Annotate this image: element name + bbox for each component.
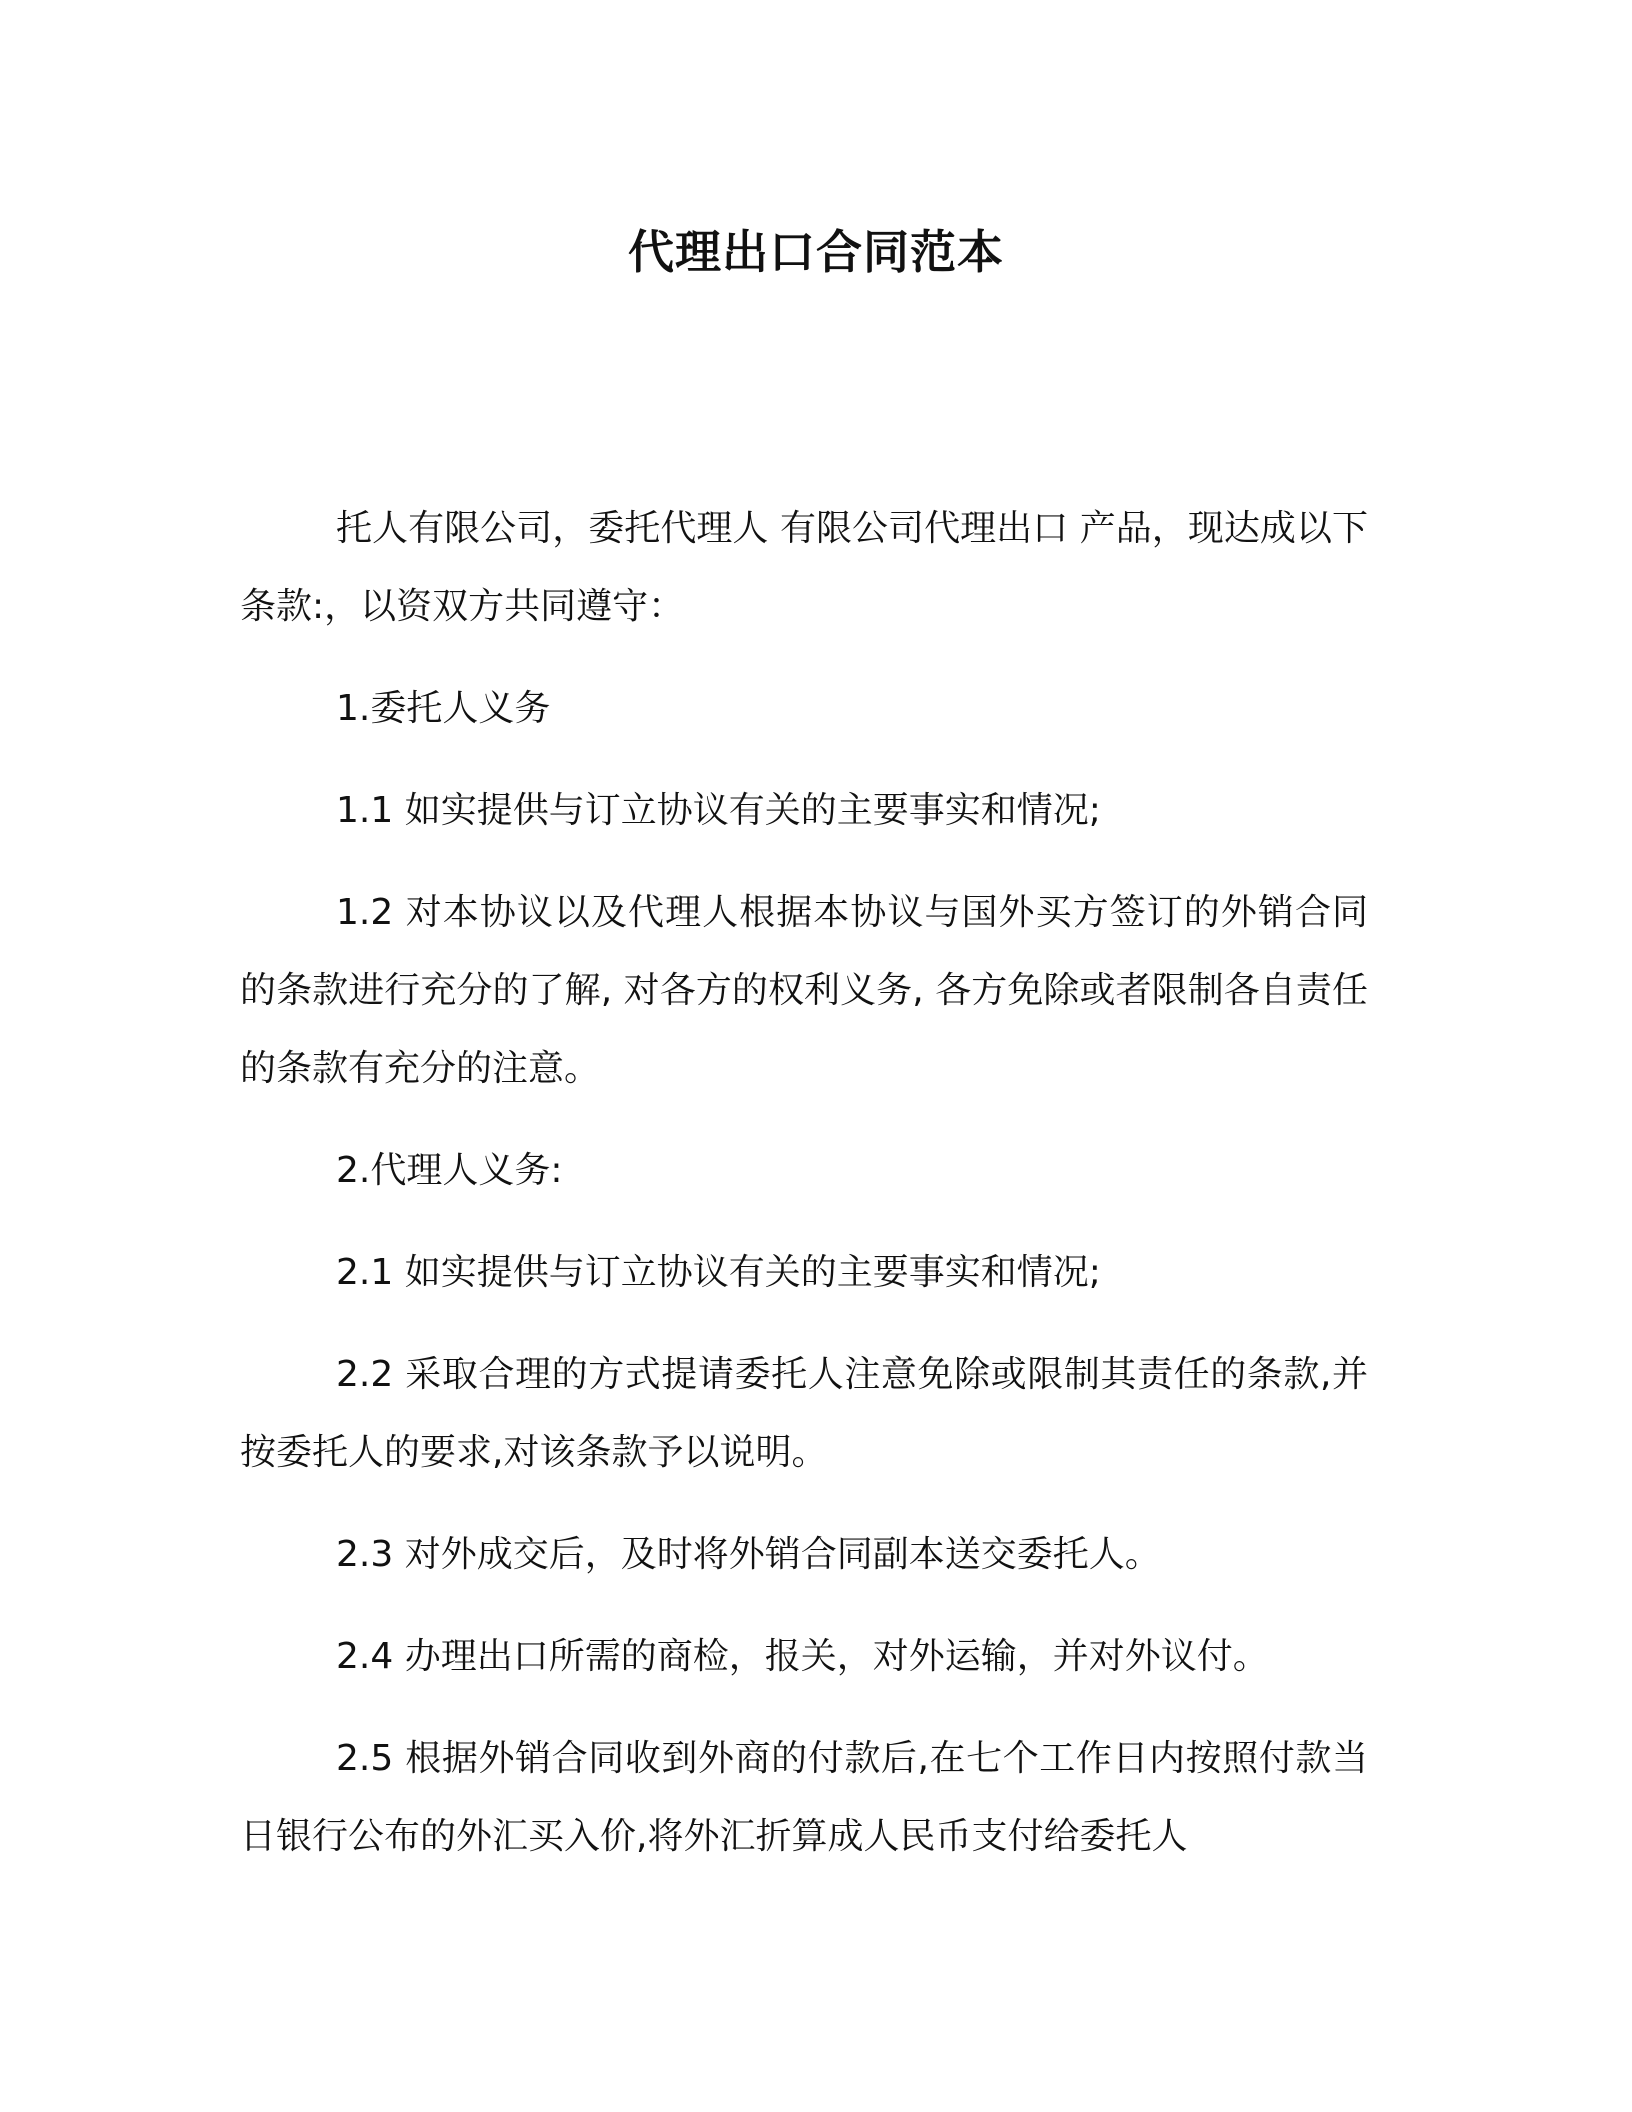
clause-1-2: 1.2 对本协议以及代理人根据本协议与国外买方签订的外销合同的条款进行充分的了解, 对各方的权利义务, 各方免除或者限制各自责任的条款有充分的注意。 bbox=[240, 892, 1368, 1089]
paragraph-intro: 托人有限公司，委托代理人 有限公司代理出口 产品，现达成以下条款:，以资双方共同遵守： bbox=[240, 508, 1368, 627]
heading-agent-obligations: 2.代理人义务: bbox=[336, 1150, 563, 1191]
clause-2-4: 2.4 办理出口所需的商检，报关，对外运输，并对外议付。 bbox=[336, 1636, 1269, 1677]
clause-2-1: 2.1 如实提供与订立协议有关的主要事实和情况; bbox=[336, 1252, 1101, 1293]
heading-principal-obligations: 1.委托人义务 bbox=[336, 688, 551, 729]
clause-1-1: 1.1 如实提供与订立协议有关的主要事实和情况; bbox=[336, 790, 1101, 831]
clause-2-3: 2.3 对外成交后，及时将外销合同副本送交委托人。 bbox=[336, 1534, 1161, 1575]
clause-2-2: 2.2 采取合理的方式提请委托人注意免除或限制其责任的条款,并按委托人的要求,对该条款予以说明。 bbox=[240, 1354, 1368, 1473]
clause-2-5: 2.5 根据外销合同收到外商的付款后,在七个工作日内按照付款当日银行公布的外汇买入价,将外汇折算成人民币支付给委托人 bbox=[240, 1738, 1368, 1857]
document-body bbox=[240, 490, 1368, 1900]
document-title: 代理出口合同范本 bbox=[628, 225, 1004, 279]
